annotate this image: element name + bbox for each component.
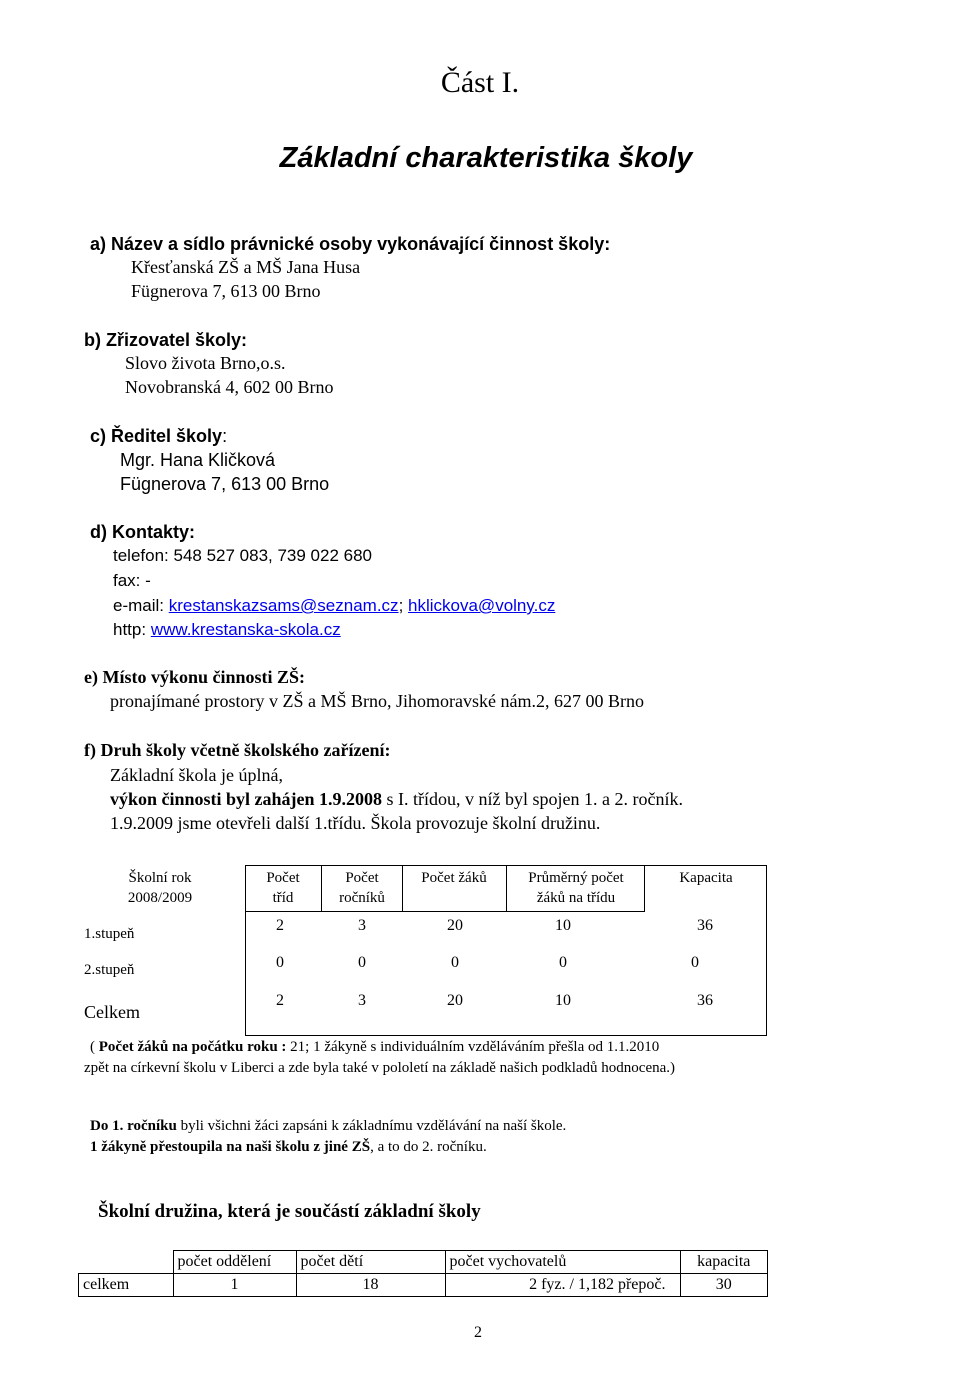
header-year-2: 2008/2009 xyxy=(127,890,193,906)
cell: 1 xyxy=(173,1274,296,1297)
cell: 36 xyxy=(697,992,713,1009)
section-c-colon: : xyxy=(222,426,228,446)
start-date-rest: s I. třídou, v níž byl spojen 1. a 2. ročník. xyxy=(382,789,684,809)
header-divider-3 xyxy=(506,865,507,912)
header-classes-2: tříd xyxy=(272,890,294,906)
enroll-bold-2: 1 žákyně přestoupila na naši školu z jiné ZŠ xyxy=(90,1139,371,1155)
cell: počet vychovatelů xyxy=(445,1251,680,1274)
page-title: Základní charakteristika školy xyxy=(279,142,693,174)
cell: 2 xyxy=(276,917,284,934)
header-avg-2: žáků na třídu xyxy=(536,890,616,906)
section-f-label: f) Druh školy včetně školského zařízení: xyxy=(84,740,391,760)
enroll-bold-1: Do 1. ročníku xyxy=(90,1118,177,1134)
cell: 2 xyxy=(276,992,284,1009)
cell: 0 xyxy=(691,954,699,971)
email-separator: ; xyxy=(398,596,409,615)
druzina-table xyxy=(78,1250,768,1297)
section-b-label: b) Zřizovatel školy: xyxy=(84,330,248,350)
cell: 36 xyxy=(697,917,713,934)
section-f-line3: 1.9.2009 jsme otevřeli další 1.třídu. Škola provozuje školní družinu. xyxy=(110,813,601,833)
cell: počet dětí xyxy=(296,1251,445,1274)
section-b-address: Novobranská 4, 602 00 Brno xyxy=(125,377,334,397)
row-label-stupen1: 1.stupeň xyxy=(84,926,135,942)
cell: 10 xyxy=(555,917,571,934)
cell: 20 xyxy=(447,992,463,1009)
section-a-address: Fügnerova 7, 613 00 Brno xyxy=(131,281,321,301)
section-a-label: a) Název a sídlo právnické osoby vykonávající činnost školy: xyxy=(90,234,611,254)
cell xyxy=(79,1251,174,1274)
cell: celkem xyxy=(79,1274,174,1297)
start-date-bold: výkon činnosti byl zahájen 1.9.2008 xyxy=(110,789,383,809)
cell: 10 xyxy=(555,992,571,1009)
contact-email-line xyxy=(113,596,555,616)
header-grades-1: Počet xyxy=(345,870,379,886)
header-pupils: Počet žáků xyxy=(421,870,487,886)
table-row xyxy=(79,1251,768,1274)
section-c-prefix: c) xyxy=(90,426,112,446)
cell: 2 fyz. / 1,182 přepoč. xyxy=(445,1274,680,1297)
header-avg-1: Průměrný počet xyxy=(528,870,624,886)
contact-web-line xyxy=(113,620,341,640)
header-capacity: Kapacita xyxy=(679,870,733,886)
section-f-line2 xyxy=(110,789,683,810)
section-e-label: e) Místo výkonu činnosti ZŠ: xyxy=(84,667,306,687)
section-c-name: Mgr. Hana Kličková xyxy=(120,450,276,470)
cell: kapacita xyxy=(680,1251,768,1274)
note-rest: 21; 1 žákyně s individuálním vzděláváním přešla od 1.1.2010 xyxy=(286,1039,660,1055)
contact-phone: telefon: 548 527 083, 739 022 680 xyxy=(113,546,373,565)
note-open: ( xyxy=(90,1039,99,1055)
email-prefix: e-mail: xyxy=(113,596,169,615)
header-divider-2 xyxy=(402,865,403,912)
cell: 0 xyxy=(358,954,366,971)
cell: 18 xyxy=(296,1274,445,1297)
cell: 20 xyxy=(447,917,463,934)
note-line1 xyxy=(90,1039,659,1056)
header-grades-2: ročníků xyxy=(339,890,385,906)
cell: 3 xyxy=(358,917,366,934)
section-d-label: d) Kontakty: xyxy=(90,522,195,542)
part-heading: Část I. xyxy=(440,66,520,99)
header-year-1: Školní rok xyxy=(128,870,192,886)
cell: 30 xyxy=(680,1274,768,1297)
section-c-label-wrap xyxy=(90,426,227,447)
enroll-rest-2: , a to do 2. ročníku. xyxy=(370,1139,487,1155)
section-c-address: Fügnerova 7, 613 00 Brno xyxy=(120,474,330,494)
header-classes-1: Počet xyxy=(266,870,300,886)
contact-fax: fax: - xyxy=(113,571,151,590)
email-link-school[interactable]: krestanskazsams@seznam.cz xyxy=(168,596,399,615)
cell: 0 xyxy=(559,954,567,971)
cell: počet oddělení xyxy=(173,1251,296,1274)
section-b-name: Slovo života Brno,o.s. xyxy=(125,353,286,373)
section-c-label: Ředitel školy xyxy=(111,426,223,446)
cell: 3 xyxy=(358,992,366,1009)
note-bold: Počet žáků na počátku roku : xyxy=(98,1039,287,1055)
section-e-text: pronajímané prostory v ZŠ a MŠ Brno, Jihomoravské nám.2, 627 00 Brno xyxy=(110,691,644,711)
table-row xyxy=(79,1274,768,1297)
row-label-total: Celkem xyxy=(84,1002,140,1022)
note-line2: zpět na církevní školu v Liberci a zde byla také v pololetí na základě našich podkladů hodnocena.) xyxy=(84,1060,676,1076)
section-f-line1: Základní škola je úplná, xyxy=(110,765,283,785)
druzina-title: Školní družina, která je součástí základní školy xyxy=(98,1201,481,1222)
header-divider-1 xyxy=(321,865,322,912)
cell: 0 xyxy=(276,954,284,971)
http-prefix: http: xyxy=(113,620,151,639)
section-a-name: Křesťanská ZŠ a MŠ Jana Husa xyxy=(131,257,361,277)
enroll-line2 xyxy=(90,1139,487,1156)
page-number: 2 xyxy=(474,1324,482,1341)
enroll-rest-1: byli všichni žáci zapsáni k základnímu vzdělávání na naší škole. xyxy=(176,1118,567,1134)
cell: 0 xyxy=(451,954,459,971)
website-link[interactable]: www.krestanska-skola.cz xyxy=(150,620,341,639)
enroll-line1 xyxy=(90,1118,566,1135)
row-label-stupen2: 2.stupeň xyxy=(84,962,135,978)
email-link-director[interactable]: hklickova@volny.cz xyxy=(408,596,556,615)
